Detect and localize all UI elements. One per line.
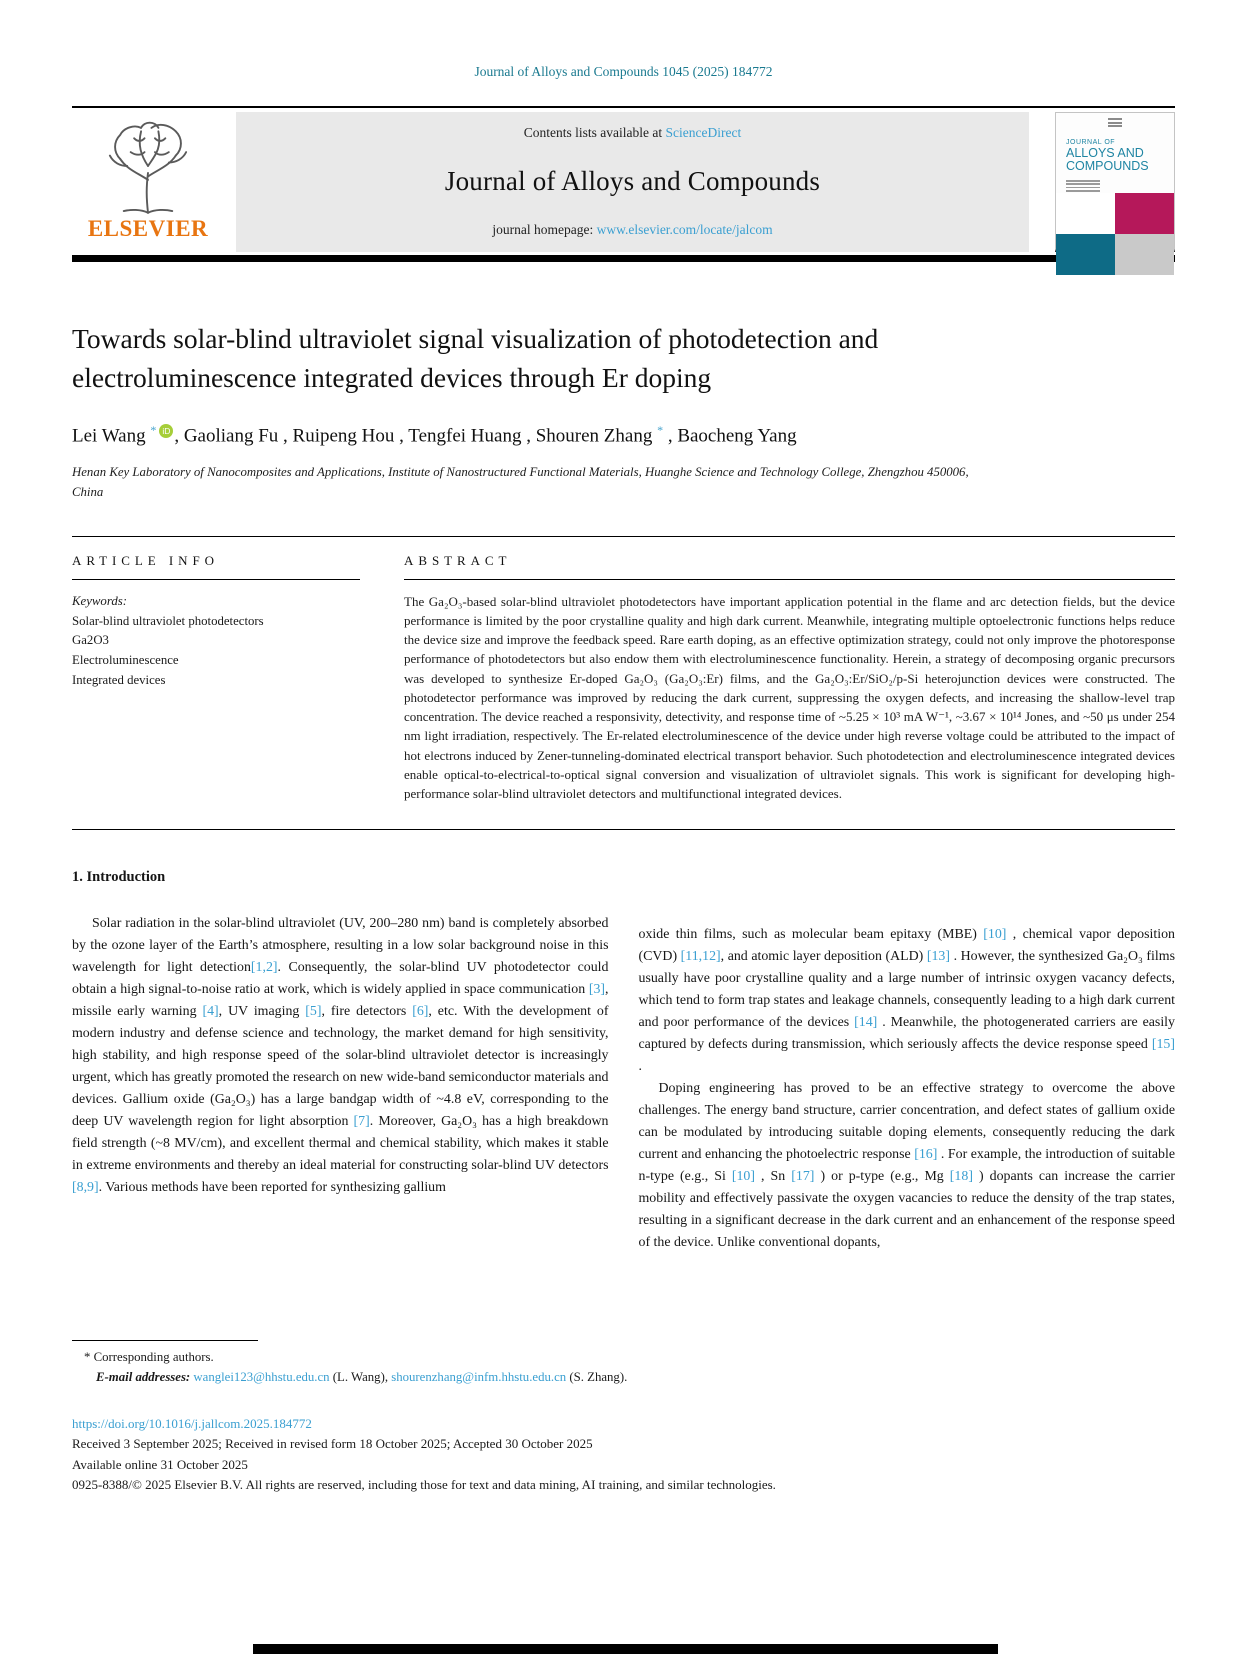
corresponding-authors-note: * Corresponding authors. <box>84 1349 214 1364</box>
footer-meta <box>72 1414 1175 1496</box>
homepage-prefix: journal homepage: <box>492 222 597 237</box>
cover-title: ALLOYS AND COMPOUNDS <box>1066 145 1149 173</box>
footnote-rule <box>72 1340 258 1341</box>
keyword-item: Solar-blind ultraviolet photodetectors <box>72 613 264 628</box>
journal-cover-thumbnail[interactable] <box>1055 112 1175 252</box>
contents-line <box>246 125 1019 141</box>
keyword-item: Ga2O3 <box>72 633 109 648</box>
journal-citation <box>72 0 1175 80</box>
journal-title: Journal of Alloys and Compounds <box>444 166 821 196</box>
sciencedirect-link[interactable]: ScienceDirect <box>665 125 742 140</box>
cover-publisher-mark <box>1108 118 1122 129</box>
abstract-column <box>404 537 1175 804</box>
elsevier-tree-icon <box>96 114 200 218</box>
footnote-block <box>72 1340 1175 1388</box>
header-divider-bar <box>72 255 1175 262</box>
article-info-column <box>72 537 360 804</box>
journal-citation-link[interactable]: Journal of Alloys and Compounds 1045 (2025) 184772 <box>474 64 773 79</box>
homepage-line <box>246 222 1019 238</box>
intro-paragraph-1: Solar radiation in the solar-blind ultraviolet (UV, 200–280 nm) band is completely absorbed by the ozone layer of the Earth’s atmosphere, resulting in a low solar background noise in this wavelength for light detection[1,2]. Consequently, the solar-blind UV photodetector could obtain a high signal-to-noise ratio at work, which is widely applied in space communication [3], missile early warning [4], UV imaging [5], fire detectors [6], etc. With the development of modern industry and defense science and technology, the market demand for high sensitivity, high stability, and high response speed of the solar-blind ultraviolet detector is increasingly urgent, which has greatly promoted the research on new wide-band semiconductor materials and devices. Gallium oxide (Ga₂O₃) has a large bandgap width of ~4.8 eV, corresponding to the deep UV wavelength region for light absorption [7]. Moreover, Ga₂O₃ has a high breakdown field strength (~8 MV/cm), and excellent thermal and chemical stability, which makes it stable in extreme environments and thereby an ideal material for constructing solar-blind UV detectors [8,9]. Various methods have been reported for synthesizing gallium <box>72 916 609 1195</box>
body-two-columns <box>72 866 1175 1254</box>
info-abstract-section <box>72 536 1175 804</box>
cover-color-grid <box>1056 193 1174 275</box>
keywords-block <box>72 592 360 691</box>
elsevier-logo <box>72 112 224 252</box>
paper-title: Towards solar-blind ultraviolet signal visualization of photodetection and electroluminescence integrated devices through Er doping <box>72 323 879 393</box>
journal-banner <box>236 112 1029 252</box>
abstract-text: The Ga₂O₃-based solar-blind ultraviolet photodetectors have important application potential in the flame and arc detection fields, but the device performance is limited by the poor crystalline quality and high dark current. Meanwhile, integrating multiple optoelectronic functions helps reduce the device size and improve the feedback speed. Rare earth doping, as an effective optimization strategy, could not only improve the photoresponse performance of photodetectors but also endow them with electroluminescence functionality. Herein, a strategy of decomposing organic precursors was developed to synthesize Er-doped Ga₂O₃ (Ga₂O₃:Er) films, and the Ga₂O₃:Er/SiO₂/p-Si heterojunction devices were constructed. The photodetector performance was improved by reducing the dark current, suppressing the oxygen defects, and increasing the shallow-level trap concentration. The device reached a responsivity, detectivity, and response time of ~5.25 × 10³ mA W⁻¹, ~3.67 × 10¹⁴ Jones, and ~50 μs under 254 nm light irradiation, respectively. The Er-related electroluminescence of the device under high reverse voltage could be attributed to the impact of hot electrons induced by Zener-tunneling-dominated electrical transport behavior. Such photodetection and electroluminescence integrated devices enable optical-to-electrical-to-optical signal conversion and visualization of ultraviolet signals. This work is significant for developing high-performance solar-blind ultraviolet detectors and multifunctional integrated devices. <box>404 593 1175 802</box>
homepage-link[interactable]: www.elsevier.com/locate/jalcom <box>596 222 773 237</box>
bottom-bar <box>253 1644 998 1654</box>
intro-paragraph-2: oxide thin films, such as molecular beam epitaxy (MBE) [10] , chemical vapor deposition (CVD) [11,12], and atomic layer deposition (ALD) [13] . However, the synthesized Ga₂O₃ films usually have poor crystalline quality and a large number of intrinsic oxygen vacancy defects, which tend to form trap states and leakage channels, consequently leading to a high dark current and poor performance of the devices [14] . Meanwhile, the photogenerated carriers are easily captured by defects during transmission, which seriously affects the device response speed [15] . <box>638 927 1176 1075</box>
abstract-rule <box>404 579 1175 580</box>
header-top-rule <box>72 106 1175 108</box>
journal-header <box>72 112 1175 252</box>
article-info-heading: ARTICLE INFO <box>72 552 219 568</box>
received-dates: Received 3 September 2025; Received in revised form 18 October 2025; Accepted 30 October 2025 <box>72 1436 593 1452</box>
section-heading-introduction: 1. Introduction <box>72 869 166 886</box>
elsevier-wordmark: ELSEVIER <box>87 216 209 241</box>
email-addresses-line: E-mail addresses: wanglei123@hhstu.edu.cn (L. Wang), shourenzhang@infm.hhstu.edu.cn (S. Zhang). <box>96 1370 628 1385</box>
authors-line: Lei Wang * iD , Gaoliang Fu , Ruipeng Hou , Tengfei Huang , Shouren Zhang * , Baocheng Yang <box>72 423 797 447</box>
keywords-label: Keywords: <box>72 593 127 608</box>
available-online: Available online 31 October 2025 <box>72 1456 248 1472</box>
doi-link[interactable]: https://doi.org/10.1016/j.jallcom.2025.184772 <box>72 1415 312 1431</box>
affiliation: Henan Key Laboratory of Nanocomposites and Applications, Institute of Nanostructured Functional Materials, Huanghe Science and Technology College, Zhengzhou 450006, China <box>72 465 969 499</box>
body-column-left <box>72 866 609 1254</box>
keyword-item: Integrated devices <box>72 673 166 688</box>
cover-editor-lines <box>1066 180 1100 194</box>
cover-kicker: JOURNAL OF <box>1066 138 1116 146</box>
copyright-line: 0925-8388/© 2025 Elsevier B.V. All rights are reserved, including those for text and data mining, AI training, and similar technologies. <box>72 1477 776 1493</box>
intro-paragraph-3: Doping engineering has proved to be an effective strategy to overcome the above challenges. The energy band structure, carrier concentration, and defect states of gallium oxide can be modulated by introducing suitable doping elements, consequently reducing the dark current and enhancing the photoelectric response [16] . For example, the introduction of suitable n-type (e.g., Si [10] , Sn [17] ) or p-type (e.g., Mg [18] ) dopants can increase the carrier mobility and effectively passivate the oxygen vacancies to reduce the density of the trap states, resulting in a significant decrease in the dark current and an enhancement of the response speed of the device. Unlike conventional dopants, <box>638 1081 1175 1250</box>
abstract-heading: ABSTRACT <box>404 552 512 568</box>
article-info-rule <box>72 579 360 580</box>
body-column-right <box>639 866 1176 1254</box>
contents-prefix: Contents lists available at <box>523 125 666 140</box>
keyword-item: Electroluminescence <box>72 653 179 668</box>
abstract-bottom-rule <box>72 829 1175 830</box>
